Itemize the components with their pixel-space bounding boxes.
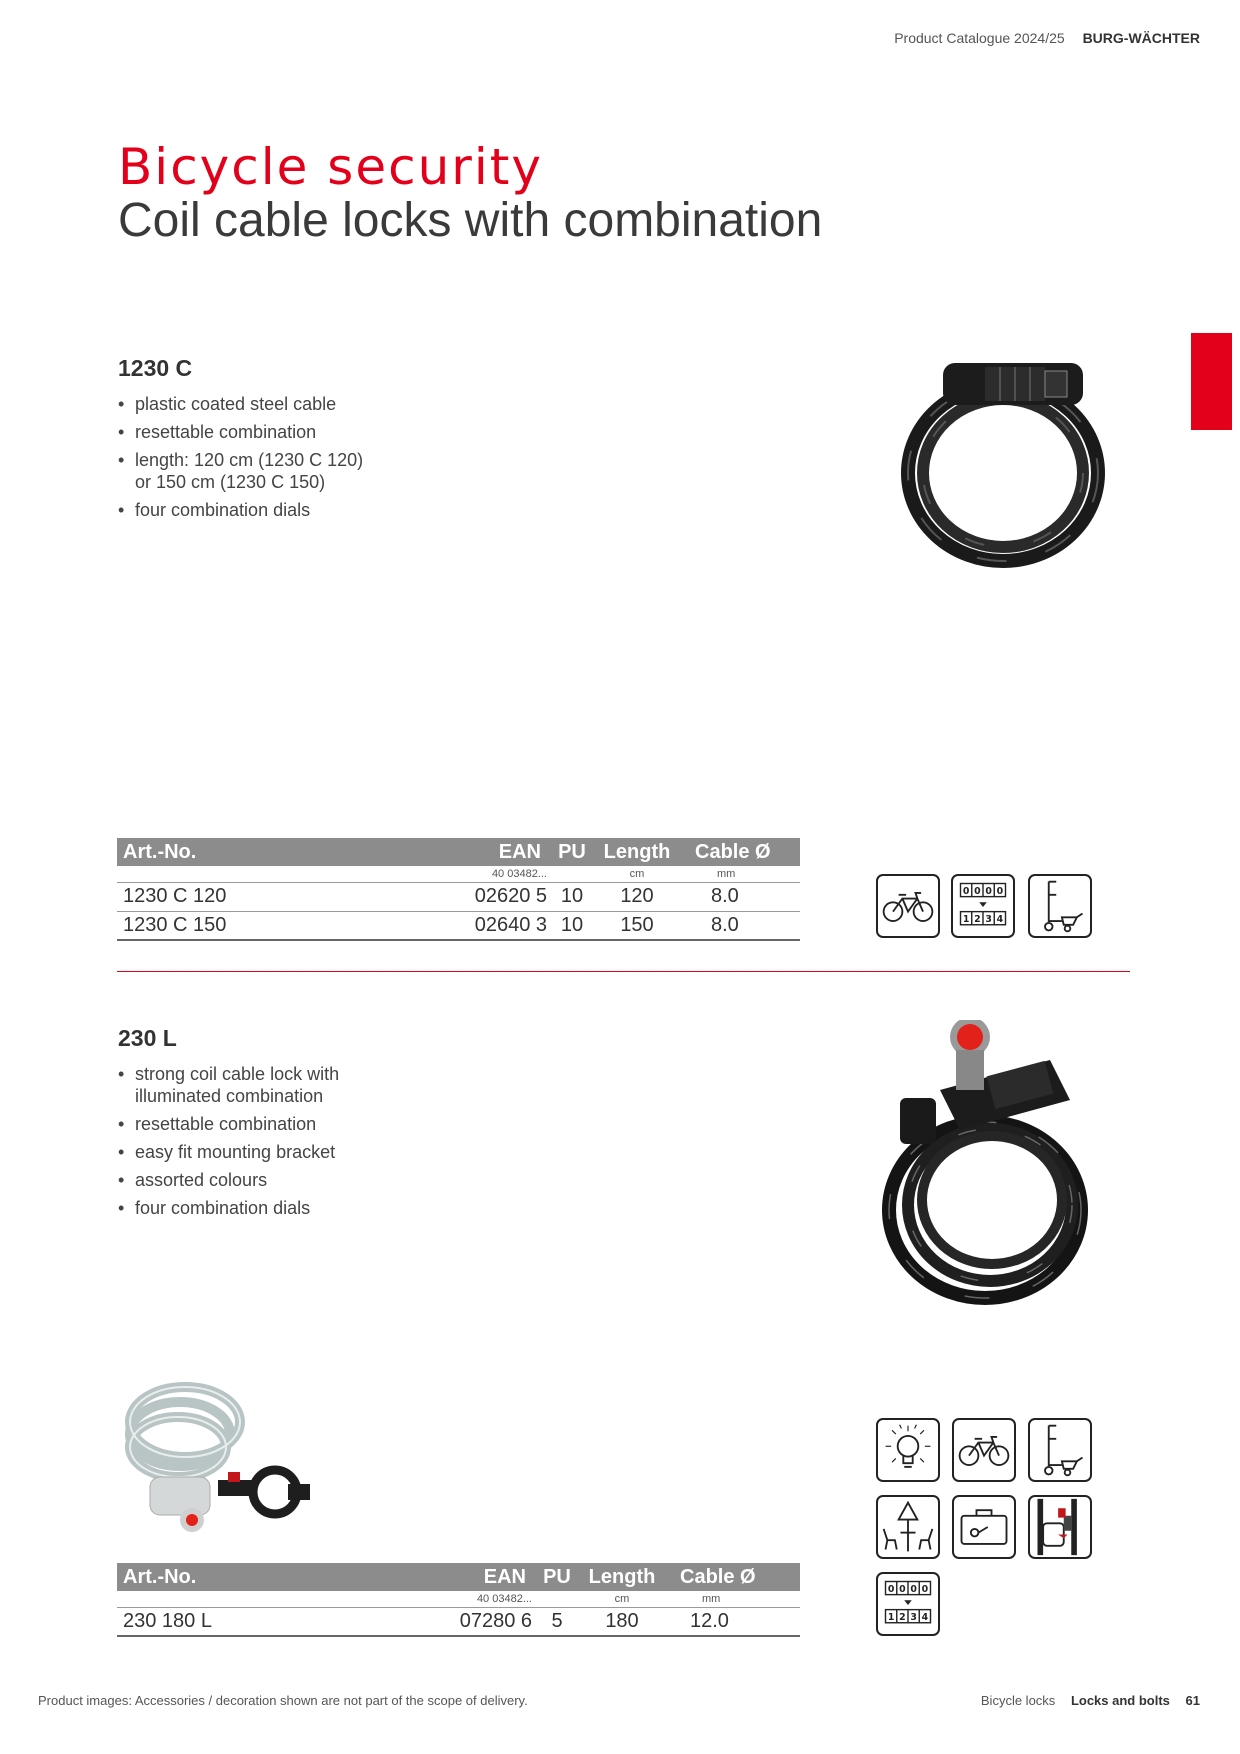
cell-pu: 10	[547, 911, 597, 940]
dial-digit: 3	[910, 1611, 917, 1623]
combination-dial-icon	[951, 874, 1015, 938]
product-name: 1230 C	[118, 355, 193, 381]
table-units-row	[117, 866, 800, 882]
cell-art-no: 1230 C 120	[117, 882, 437, 911]
dial-digit: 1	[962, 913, 970, 925]
table-row	[117, 911, 800, 940]
feature-item: • resettable combination	[118, 421, 363, 443]
cell-pu: 5	[532, 1607, 582, 1636]
light-bulb-icon	[876, 1418, 940, 1482]
dial-digit: 0	[887, 1583, 895, 1595]
unit-cell: 40 03482...	[437, 866, 547, 882]
cell-ean: 02640 3	[437, 911, 547, 940]
page-header	[894, 30, 1200, 46]
cell-cable: 8.0	[677, 911, 800, 940]
brand-name: BURG-WÄCHTER	[1082, 30, 1200, 46]
col-header-length: Length	[597, 838, 677, 866]
hand-truck-icon	[1028, 1418, 1092, 1482]
page-number: 61	[1185, 1693, 1200, 1708]
feature-item: • four combination dials	[118, 1197, 339, 1219]
dial-digit: 4	[996, 913, 1004, 925]
unit-cell: mm	[677, 866, 800, 882]
chapter-tab	[1191, 333, 1232, 430]
unit-cell	[532, 1591, 582, 1607]
dial-digit: 0	[974, 885, 981, 897]
catalogue-title: Product Catalogue 2024/25	[894, 30, 1065, 46]
col-header-pu: PU	[547, 838, 597, 866]
unit-cell	[117, 866, 437, 882]
footer-section: Bicycle locks	[980, 1693, 1056, 1708]
bicycle-icon	[952, 1418, 1016, 1482]
col-header-art-no: Art.-No.	[117, 838, 437, 866]
unit-cell	[117, 1591, 422, 1607]
col-header-art-no: Art.-No.	[117, 1563, 422, 1591]
suitcase-icon	[952, 1495, 1016, 1559]
table-row	[117, 882, 800, 911]
table-row	[117, 1607, 800, 1636]
feature-list	[118, 393, 363, 527]
dial-digit: 2	[899, 1611, 906, 1623]
product-name: 230 L	[118, 1025, 177, 1051]
col-header-cable: Cable Ø	[677, 838, 800, 866]
spec-table-230l	[117, 1563, 800, 1637]
footer-chapter: Locks and bolts	[1070, 1693, 1170, 1708]
dial-digit: 0	[921, 1583, 929, 1595]
feature-list	[118, 1063, 339, 1225]
dial-digit: 0	[899, 1583, 906, 1595]
dial-digit: 1	[887, 1611, 895, 1623]
garden-furniture-icon	[876, 1495, 940, 1559]
section-divider	[117, 971, 1130, 972]
dial-digit: 0	[910, 1583, 917, 1595]
bicycle-icon	[876, 874, 940, 938]
cell-art-no: 230 180 L	[117, 1607, 422, 1636]
cell-ean: 07280 6	[422, 1607, 532, 1636]
product-image-230l-variant	[120, 1372, 320, 1542]
product-image-1230c	[895, 355, 1120, 570]
unit-cell: 40 03482...	[422, 1591, 532, 1607]
dial-digit: 0	[996, 885, 1004, 897]
feature-item: • easy fit mounting bracket	[118, 1141, 339, 1163]
cell-ean: 02620 5	[437, 882, 547, 911]
cell-cable: 12.0	[662, 1607, 800, 1636]
hand-truck-icon	[1028, 874, 1092, 938]
cell-length: 180	[582, 1607, 662, 1636]
feature-item: • resettable combination	[118, 1113, 339, 1135]
table-header-row	[117, 838, 800, 866]
dial-digit: 0	[985, 885, 992, 897]
spec-table-1230c	[117, 838, 800, 941]
unit-cell: mm	[662, 1591, 800, 1607]
feature-item: • length: 120 cm (1230 C 120) or 150 cm (1230 C 150)	[118, 449, 363, 493]
cell-art-no: 1230 C 150	[117, 911, 437, 940]
col-header-cable: Cable Ø	[662, 1563, 800, 1591]
col-header-length: Length	[582, 1563, 662, 1591]
feature-item: • four combination dials	[118, 499, 363, 521]
cell-pu: 10	[547, 882, 597, 911]
mounting-bracket-icon	[1028, 1495, 1092, 1559]
feature-item: • strong coil cable lock with illuminated combination	[118, 1063, 339, 1107]
footer-note: Product images: Accessories / decoration shown are not part of the scope of delivery.	[38, 1693, 528, 1708]
unit-cell	[547, 866, 597, 882]
cell-cable: 8.0	[677, 882, 800, 911]
dial-digit: 4	[921, 1611, 929, 1623]
table-header-row	[117, 1563, 800, 1591]
table-units-row	[117, 1591, 800, 1607]
unit-cell: cm	[597, 866, 677, 882]
feature-item: • plastic coated steel cable	[118, 393, 363, 415]
col-header-ean: EAN	[437, 838, 547, 866]
page-category-title: Bicycle security	[118, 138, 543, 196]
feature-item: • assorted colours	[118, 1169, 339, 1191]
cell-length: 150	[597, 911, 677, 940]
dial-digit: 3	[985, 913, 992, 925]
unit-cell: cm	[582, 1591, 662, 1607]
cell-length: 120	[597, 882, 677, 911]
col-header-pu: PU	[532, 1563, 582, 1591]
dial-digit: 2	[974, 913, 981, 925]
dial-digit: 0	[962, 885, 970, 897]
combination-dial-icon	[876, 1572, 940, 1636]
col-header-ean: EAN	[422, 1563, 532, 1591]
page-footer	[981, 1693, 1200, 1708]
page-subtitle: Coil cable locks with combination	[118, 194, 823, 247]
product-image-230l	[880, 1020, 1100, 1305]
